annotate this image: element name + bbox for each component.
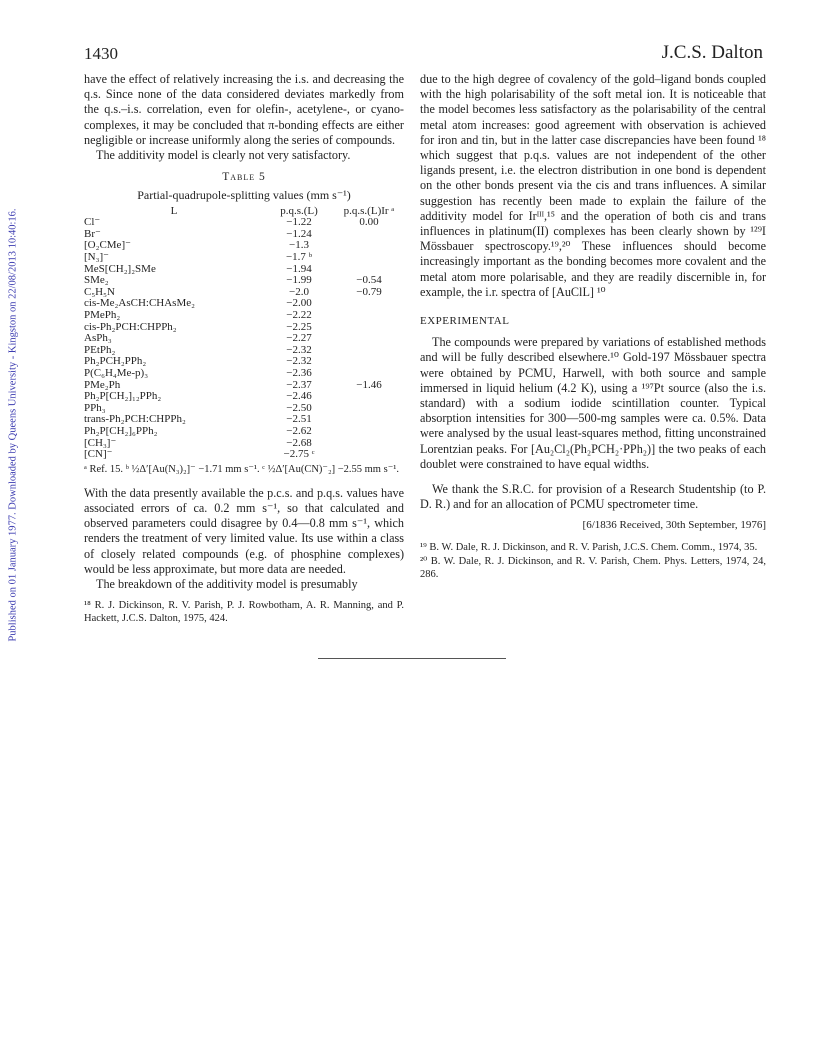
table-row bbox=[84, 310, 404, 322]
cell-pqs-ir bbox=[334, 240, 404, 252]
cell-pqs: −2.75 ᶜ bbox=[283, 448, 315, 461]
cell-ligand: [O₂CMe]⁻ bbox=[84, 239, 131, 252]
table-row bbox=[84, 438, 404, 450]
cell-pqs: −1.3 bbox=[289, 239, 309, 252]
table-row bbox=[84, 368, 404, 380]
cell-pqs: −2.36 bbox=[286, 366, 312, 379]
table-body bbox=[84, 217, 404, 460]
cell-pqs-ir bbox=[334, 449, 404, 461]
cell-ligand: SMe₂ bbox=[84, 274, 109, 287]
table-row bbox=[84, 333, 404, 345]
cell-ligand: Br⁻ bbox=[84, 227, 101, 240]
table-caption: Partial-quadrupole-splitting values (mm s⁻¹) bbox=[137, 188, 351, 203]
received-date: [6/1836 Received, 30th September, 1976] bbox=[582, 519, 766, 532]
table-row bbox=[84, 298, 404, 310]
section-heading-experimental: EXPERIMENTAL bbox=[420, 315, 510, 328]
cell-pqs: −2.00 bbox=[286, 297, 312, 310]
cell-ligand: trans-Ph₂PCH:CHPPh₂ bbox=[84, 413, 186, 426]
cell-pqs-ir bbox=[334, 356, 404, 368]
download-notice-sidebar bbox=[2, 190, 24, 660]
cell-pqs-ir bbox=[334, 252, 404, 264]
cell-pqs: −2.50 bbox=[286, 401, 312, 414]
left-paragraph-3: With the data presently available the p.c.s. and p.q.s. values have associated errors of ca. 0.2 mm s⁻¹, so that calculated and observed parameters could disagree by 0.4—0.8 mm s⁻¹, which renders the treatment of very limited value. Its use within a class of closely related compounds (e.g. of phosphine complexes) would be less approximate, but more data are needed. bbox=[84, 485, 404, 576]
right-paragraph-2: The compounds were prepared by variations of established methods and will be fully described elsewhere.¹⁰ Gold-197 Mössbauer spectra were obtained by PCMU, Harwell, with both source and sample immersed in liquid helium (4.2 K), using a ¹⁹⁷Pt source (also the i.s. standard) with a sodium iodide scintillation counter. Typical absorption intensities for 300—500-mg samples were ca. 0.5%. Data were analysed by the usual least-squares method, fitting unconstrained Lorentzian peaks. For [Au₂Cl₂(Ph₂PCH₂·PPh₂)] the two peaks of each doublet were constrained to have equal widths. bbox=[420, 335, 766, 471]
cell-ligand: [CH₃]⁻ bbox=[84, 436, 117, 449]
page-number: 1430 bbox=[84, 44, 118, 63]
cell-pqs-ir bbox=[334, 229, 404, 241]
table-row bbox=[84, 217, 404, 229]
cell-pqs-ir: −0.79 bbox=[356, 285, 382, 298]
left-paragraph-1: have the effect of relatively increasing the i.s. and decreasing the q.s. Since none of the data considered deviates markedly from the q.s.–i.s. correlation, even for olefin-, acetylene-, or cyano-complexes, it may be concluded that π-bonding effects are either negligible or increase uniformly along the series of compounds. bbox=[84, 72, 404, 147]
cell-pqs: −2.22 bbox=[286, 308, 312, 321]
table-row bbox=[84, 391, 404, 403]
cell-pqs-ir bbox=[334, 391, 404, 403]
cell-ligand: Ph₂PCH₂PPh₂ bbox=[84, 355, 147, 368]
cell-ligand: PEtPh₂ bbox=[84, 343, 116, 356]
cell-pqs-ir bbox=[334, 426, 404, 438]
cell-pqs-ir bbox=[334, 368, 404, 380]
cell-pqs-ir: 0.00 bbox=[359, 216, 379, 229]
cell-ligand: [N₃]⁻ bbox=[84, 251, 109, 263]
cell-ligand: P(C₆H₄Me-p)₃ bbox=[84, 366, 149, 379]
left-paragraph-4: The breakdown of the additivity model is presumably bbox=[96, 576, 358, 591]
table-title: Table 5 bbox=[222, 171, 266, 184]
table-row bbox=[84, 229, 404, 241]
cell-ligand: AsPh₃ bbox=[84, 332, 112, 345]
cell-pqs-ir bbox=[334, 298, 404, 310]
cell-pqs: −2.51 bbox=[286, 413, 312, 426]
cell-pqs: −1.99 bbox=[286, 274, 312, 287]
cell-pqs: −2.46 bbox=[286, 390, 312, 403]
cell-ligand: PMePh₂ bbox=[84, 308, 121, 321]
cell-pqs-ir: −0.54 bbox=[356, 274, 382, 287]
table-row bbox=[84, 252, 404, 264]
table-row bbox=[84, 426, 404, 438]
right-paragraph-1: due to the high degree of covalency of the gold–ligand bonds coupled with the high polarisability of the soft metal ion. It is noticeable that the model becomes less satisfactory as the polarisability of the central metal atom increases: good agreement with observation is achieved for iron and tin, but in the latter case discrepancies have been found ¹⁸ which suggest that p.q.s. values are not independent of the other ligands present, i.e. the electron distribution in one bond is dependent on the other bonds present via the cis and trans influences. A similar suggestion has recently been made to explain the failure of the additivity model for Irᴵᴵᴵ,¹⁵ and the operation of both cis and trans influences in platinum(II) complexes has been clearly shown by ¹²⁹I Mössbauer spectroscopy.¹⁹,²⁰ These influences should become increasingly important as the bonding becomes more covalent and the metal atom more polarisable, and they are readily discernible in, for example, the i.r. spectra of [AuClL] ¹⁰ bbox=[420, 72, 766, 299]
cell-pqs: −1.7 ᵇ bbox=[285, 251, 313, 263]
cell-ligand: MeS[CH₂]₂SMe bbox=[84, 262, 156, 275]
cell-pqs: −2.0 bbox=[289, 285, 309, 298]
table-footnote: ᵃ Ref. 15. ᵇ ½Δ′[Au(N₃)₂]⁻ −1.71 mm s⁻¹. ᶜ ½Δ′[Au(CN)⁻₂] −2.55 mm s⁻¹. bbox=[84, 463, 400, 475]
acknowledgement: We thank the S.R.C. for provision of a Research Studentship (to P. D. R.) and for an allocation of PCMU spectrometer time. bbox=[420, 482, 766, 512]
table-row bbox=[84, 449, 404, 461]
end-rule bbox=[318, 658, 506, 659]
cell-pqs-ir: −1.46 bbox=[356, 378, 382, 391]
table-row bbox=[84, 240, 404, 252]
table-header-row bbox=[84, 206, 404, 218]
cell-pqs: −2.25 bbox=[286, 320, 312, 333]
header-pqs-ir: p.q.s.(L)Ir ᵃ bbox=[343, 204, 395, 217]
pqs-table bbox=[84, 206, 404, 461]
cell-ligand: cis-Me₂AsCH:CHAsMe₂ bbox=[84, 297, 195, 310]
footnote-18: ¹⁸ R. J. Dickinson, R. V. Parish, P. J. Rowbotham, A. R. Manning, and P. Hackett, J.C.S. Dalton, 1975, 424. bbox=[84, 600, 404, 624]
cell-pqs: −1.22 bbox=[286, 216, 312, 229]
cell-ligand: PPh₃ bbox=[84, 401, 106, 414]
left-paragraph-2: The additivity model is clearly not very satisfactory. bbox=[96, 148, 351, 163]
table-row bbox=[84, 322, 404, 334]
right-column bbox=[420, 72, 766, 581]
download-notice-text: Published on 01 January 1977. Downloaded by Queens University - Kingston on 22/08/2013 10:40:16. bbox=[7, 208, 19, 642]
cell-pqs-ir bbox=[334, 345, 404, 357]
cell-pqs: −2.68 bbox=[286, 436, 312, 449]
cell-pqs: −2.32 bbox=[286, 343, 312, 356]
cell-ligand: Ph₂P[CH₂]₆PPh₂ bbox=[84, 424, 158, 437]
footnote-20: ²⁰ B. W. Dale, R. J. Dickinson, and R. V. Parish, Chem. Phys. Letters, 1974, 24, 286. bbox=[420, 556, 766, 580]
cell-ligand: PMe₂Ph bbox=[84, 378, 121, 391]
journal-title: J.C.S. Dalton bbox=[661, 42, 763, 63]
left-column bbox=[84, 72, 404, 625]
cell-pqs: −2.62 bbox=[286, 424, 312, 437]
cell-pqs: −1.94 bbox=[286, 262, 312, 275]
footnote-19: ¹⁹ B. W. Dale, R. J. Dickinson, and R. V. Parish, J.C.S. Chem. Comm., 1974, 35. bbox=[420, 541, 758, 553]
cell-pqs-ir bbox=[334, 310, 404, 322]
cell-ligand: Ph₂P[CH₂]₁₂PPh₂ bbox=[84, 390, 162, 403]
cell-pqs: −2.27 bbox=[286, 332, 312, 345]
cell-ligand: Cl⁻ bbox=[84, 216, 101, 229]
cell-pqs: −2.37 bbox=[286, 378, 312, 391]
header-ligand: L bbox=[170, 204, 178, 217]
cell-pqs-ir bbox=[334, 333, 404, 345]
header-pqs: p.q.s.(L) bbox=[280, 204, 318, 217]
cell-ligand: C₅H₅N bbox=[84, 285, 115, 298]
cell-pqs-ir bbox=[334, 322, 404, 334]
cell-ligand: [CN]⁻ bbox=[84, 448, 113, 461]
cell-ligand: cis-Ph₂PCH:CHPPh₂ bbox=[84, 320, 177, 333]
cell-pqs: −2.32 bbox=[286, 355, 312, 368]
cell-pqs-ir bbox=[334, 414, 404, 426]
cell-pqs-ir bbox=[334, 438, 404, 450]
cell-pqs-ir bbox=[334, 403, 404, 415]
cell-pqs: −1.24 bbox=[286, 227, 312, 240]
